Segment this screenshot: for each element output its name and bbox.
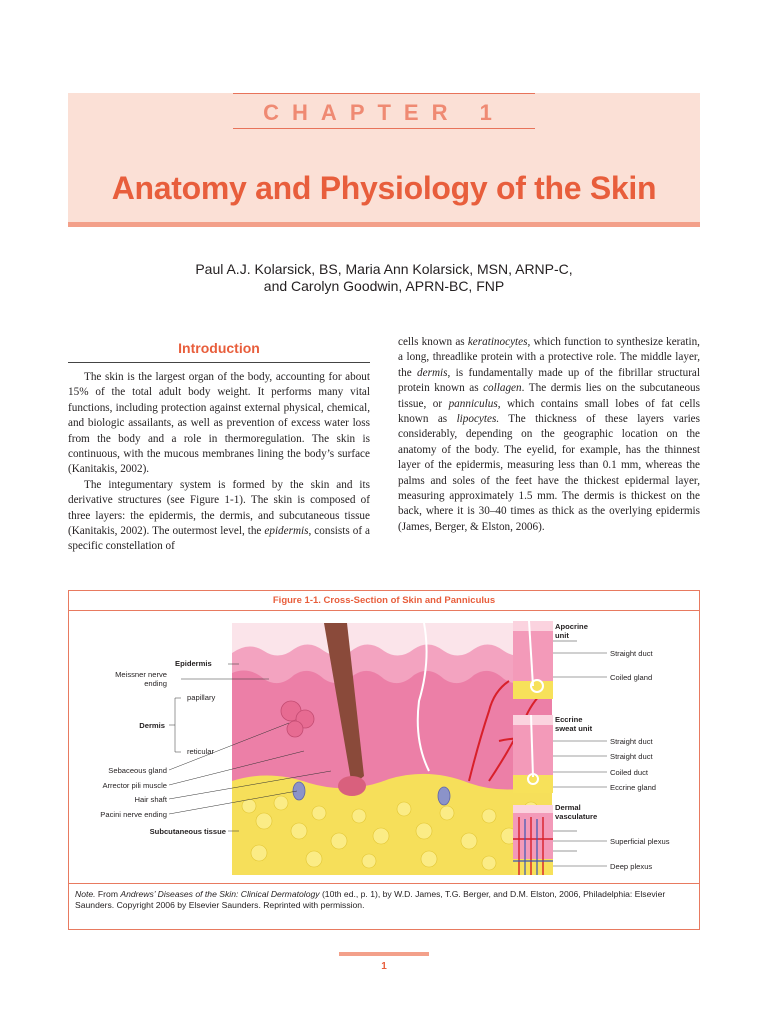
term-epidermis: epidermis — [264, 525, 309, 538]
text-run: , is fundamentally made up of the fibrillar structural protein known as — [398, 366, 701, 395]
label-deep-plexus: Deep plexus — [610, 862, 653, 871]
label-subcutaneous-tissue: Subcutaneous tissue — [149, 827, 226, 836]
label-straight-duct-apocrine: Straight duct — [610, 649, 653, 658]
text-run: From — [95, 889, 121, 899]
label-reticular: reticular — [187, 747, 215, 756]
bracket-dermis — [169, 698, 181, 752]
title-underline-bar — [68, 222, 700, 227]
label-eccrine-gland: Eccrine gland — [610, 783, 657, 792]
label-line: ending — [144, 679, 167, 688]
label-line: Apocrine — [555, 622, 588, 631]
text-run: which function to synthesize keratin, a long, threadlike protein with a protective role. The middle layer, the — [398, 336, 700, 379]
chapter-rule-bottom — [233, 128, 535, 129]
label-papillary: papillary — [187, 693, 216, 702]
text-run: . The dermis lies on the subcutaneous tissue, or — [398, 382, 700, 410]
label-line: sweat unit — [555, 724, 593, 733]
intro-paragraph-2 — [68, 478, 370, 555]
intro-paragraph-2-continued — [398, 335, 700, 535]
note-label: Note. — [75, 889, 96, 899]
note-source-title: Andrews’ Diseases of the Skin: Clinical Dermatology — [120, 889, 320, 899]
label-sebaceous-gland: Sebaceous gland — [108, 766, 167, 775]
term-dermis: dermis — [417, 366, 448, 379]
label-hair-shaft: Hair shaft — [134, 795, 167, 804]
label-apocrine-unit — [555, 622, 588, 640]
authors-line-1: Paul A.J. Kolarsick, BS, Maria Ann Kolarsick, MSN, ARNP-C, — [195, 261, 573, 277]
label-line: Eccrine — [555, 715, 583, 724]
chapter-rule-top — [233, 93, 535, 94]
section-heading-introduction: Introduction — [178, 340, 260, 356]
page-number: 1 — [381, 961, 387, 972]
label-straight-duct-eccrine-2: Straight duct — [610, 752, 653, 761]
text-run: cells known as — [398, 336, 468, 348]
text-run: , which contains small lobes of fat cells known as — [398, 397, 700, 426]
label-line: vasculature — [555, 812, 598, 821]
intro-paragraph-1: The skin is the largest organ of the body, accounting for about 15% of the total adult body weight. It performs many vital functions, including protection against external physical, chemical, and biologic assailants, as well as prevention of excess water loss from the body and a role in thermoregulation. The skin is continuous, with the mucous membranes lining the body’s surface (Kanitakis, 2002). — [68, 371, 370, 476]
term-lipocytes: lipocytes. — [456, 413, 500, 426]
figure-note — [75, 889, 693, 911]
label-line: Meissner nerve — [115, 670, 167, 679]
text-run: , consists of a specific constellation of — [68, 525, 371, 553]
term-panniculus: panniculus — [448, 397, 498, 410]
figure-box — [68, 590, 700, 930]
label-line: unit — [555, 631, 569, 640]
text-run: The integumentary system is formed by the skin and its derivative structures (see Figure 1-1). The skin is composed of three layers: the epidermis, the dermis, and subcutaneous tissue (Kanitakis, 2002). The outermost level, the — [68, 478, 370, 538]
page-number-bar — [339, 952, 429, 956]
section-rule — [68, 362, 370, 363]
text-run: (10th ed., p. 1), by W.D. James, T.G. Berger, and D.M. Elston, 2006, Philadelphia: Elsevier Saunders. Copyright 2006 by Elsevier Saunders. Reprinted with permission. — [75, 889, 666, 910]
label-pacini-nerve-ending: Pacini nerve ending — [100, 810, 167, 819]
figure-title: Figure 1-1. Cross-Section of Skin and Panniculus — [272, 595, 496, 606]
term-keratinocytes: keratinocytes, — [467, 336, 531, 348]
label-epidermis: Epidermis — [175, 659, 212, 668]
label-coiled-duct: Coiled duct — [610, 768, 648, 777]
label-eccrine-sweat-unit — [555, 715, 592, 733]
label-meissner-nerve-ending — [69, 670, 167, 688]
authors — [68, 261, 700, 295]
label-superficial-plexus: Superficial plexus — [610, 837, 670, 846]
label-arrector-pili-muscle: Arrector pili muscle — [102, 781, 167, 790]
chapter-title: Anatomy and Physiology of the Skin — [111, 170, 657, 206]
label-coiled-gland: Coiled gland — [610, 673, 653, 682]
chapter-label: CHAPTER 1 — [263, 100, 505, 125]
authors-line-2: and Carolyn Goodwin, APRN-BC, FNP — [263, 278, 505, 294]
label-straight-duct-eccrine-1: Straight duct — [610, 737, 653, 746]
term-collagen: collagen — [483, 382, 522, 395]
figure-note-rule — [69, 883, 699, 884]
right-column — [398, 335, 700, 535]
main-skin-block — [232, 623, 552, 875]
label-dermal-vasculature — [555, 803, 597, 821]
label-dermis: Dermis — [139, 721, 165, 730]
skin-cross-section-illustration — [69, 591, 699, 883]
label-line: Dermal — [555, 803, 581, 812]
left-column — [68, 370, 370, 555]
text-run: The thickness of these layers varies considerably, depending on the geographic location on the anatomy of the body. The eyelid, for example, has the thinnest layer of the epidermis, measuring less than 0.1 mm, whereas the palms and soles of the feet have the thickest epidermal layer, measuring approximately 1.5 mm. The dermis is thickest on the back, where it is 30–40 times as thick as the overlying epidermis (James, Berger, & Elston, 2006). — [398, 413, 701, 533]
